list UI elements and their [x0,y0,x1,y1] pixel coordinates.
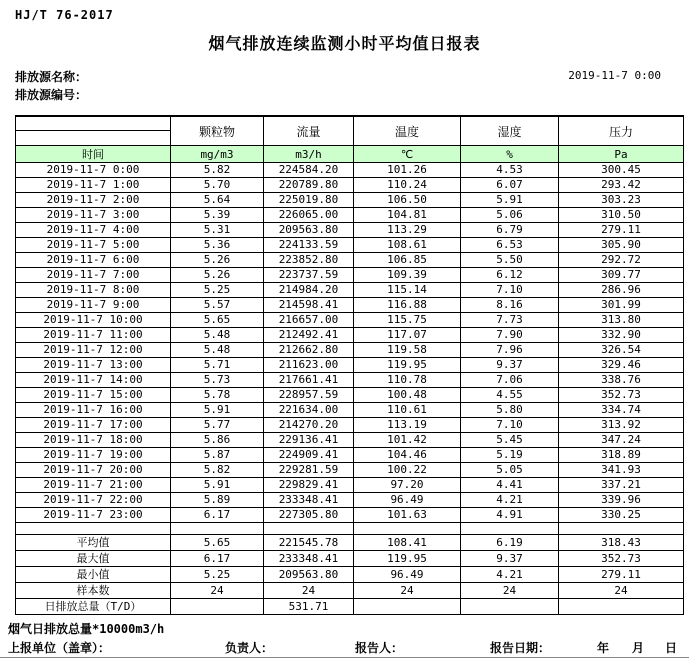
value-cell: 214984.20 [264,283,354,298]
value-cell: 4.53 [461,163,559,178]
value-cell: 212662.80 [264,343,354,358]
value-cell: 97.20 [354,478,461,493]
data-row [16,298,684,313]
row-label-cell: 2019-11-7 16:00 [16,403,171,418]
value-cell: 5.50 [461,253,559,268]
row-label-cell: 2019-11-7 12:00 [16,343,171,358]
data-row [16,433,684,448]
value-cell: 8.16 [461,298,559,313]
row-label-cell: 2019-11-7 8:00 [16,283,171,298]
value-cell: 5.91 [171,478,264,493]
data-row [16,463,684,478]
value-cell: 6.79 [461,223,559,238]
value-cell: 309.77 [559,268,684,283]
value-cell: 5.25 [171,567,264,583]
source-name-label: 排放源名称： [15,70,88,84]
unit-header-row [16,146,684,163]
value-cell: 7.90 [461,328,559,343]
report-unit-label: 上报单位（盖章）： [8,641,111,655]
value-cell: 5.86 [171,433,264,448]
value-cell: 209563.80 [264,567,354,583]
unit-humidity: % [461,146,559,163]
table-header [16,116,684,163]
data-row [16,208,684,223]
value-cell: 220789.80 [264,178,354,193]
unit-flow: m3/h [264,146,354,163]
row-label-cell: 2019-11-7 0:00 [16,163,171,178]
row-label-cell: 2019-11-7 11:00 [16,328,171,343]
row-label-cell: 2019-11-7 23:00 [16,508,171,523]
value-cell: 5.87 [171,448,264,463]
value-cell: 229136.41 [264,433,354,448]
spacer-cell [559,523,684,535]
data-row [16,478,684,493]
value-cell: 5.48 [171,343,264,358]
value-cell: 5.82 [171,163,264,178]
value-cell: 5.48 [171,328,264,343]
value-cell: 214270.20 [264,418,354,433]
row-label-cell: 2019-11-7 13:00 [16,358,171,373]
value-cell: 110.24 [354,178,461,193]
value-cell: 4.55 [461,388,559,403]
data-row [16,238,684,253]
responsible-label: 负责人： [225,641,274,655]
value-cell: 6.19 [461,535,559,551]
split-cell-upper [16,117,170,131]
report-date-label: 报告日期： [490,641,551,655]
data-row [16,403,684,418]
value-cell: 224909.41 [264,448,354,463]
value-cell: 4.21 [461,567,559,583]
value-cell: 313.80 [559,313,684,328]
data-rows [16,163,684,523]
data-row [16,358,684,373]
value-cell: 24 [354,583,461,599]
value-cell: 100.48 [354,388,461,403]
value-cell: 115.14 [354,283,461,298]
standard-code: HJ/T 76-2017 [15,8,114,22]
spacer-cell [264,523,354,535]
value-cell: 293.42 [559,178,684,193]
value-cell: 5.45 [461,433,559,448]
year-label: 年 [597,641,610,655]
value-cell: 352.73 [559,551,684,567]
value-cell: 229829.41 [264,478,354,493]
value-cell: 214598.41 [264,298,354,313]
value-cell: 5.05 [461,463,559,478]
value-cell: 4.41 [461,478,559,493]
row-label-cell: 2019-11-7 21:00 [16,478,171,493]
col-header-pressure: 压力 [559,116,684,146]
value-cell: 113.29 [354,223,461,238]
value-cell: 341.93 [559,463,684,478]
value-cell: 6.53 [461,238,559,253]
data-row [16,268,684,283]
value-cell: 5.91 [461,193,559,208]
value-cell: 209563.80 [264,223,354,238]
value-cell: 5.80 [461,403,559,418]
bottom-divider [0,657,689,658]
col-header-particulate: 颗粒物 [171,116,264,146]
value-cell: 5.36 [171,238,264,253]
value-cell: 326.54 [559,343,684,358]
row-label-cell: 2019-11-7 5:00 [16,238,171,253]
data-row [16,253,684,268]
value-cell: 24 [264,583,354,599]
value-cell: 310.50 [559,208,684,223]
value-cell: 7.06 [461,373,559,388]
value-cell: 101.26 [354,163,461,178]
value-cell: 233348.41 [264,493,354,508]
value-cell: 5.82 [171,463,264,478]
data-row [16,223,684,238]
value-cell: 318.43 [559,535,684,551]
spacer-row [16,523,684,535]
value-cell: 5.39 [171,208,264,223]
row-label-cell: 2019-11-7 1:00 [16,178,171,193]
value-cell: 101.63 [354,508,461,523]
value-cell: 7.96 [461,343,559,358]
reporter-label: 报告人： [355,641,404,655]
row-label-cell: 2019-11-7 20:00 [16,463,171,478]
value-cell: 531.71 [264,599,354,615]
row-label-cell: 2019-11-7 4:00 [16,223,171,238]
value-cell: 5.89 [171,493,264,508]
value-cell: 119.95 [354,358,461,373]
value-cell: 106.85 [354,253,461,268]
value-cell: 5.25 [171,283,264,298]
value-cell: 303.23 [559,193,684,208]
page-title: 烟气排放连续监测小时平均值日报表 [208,34,481,53]
unit-particulate: mg/m3 [171,146,264,163]
value-cell: 5.73 [171,373,264,388]
summary-row [16,567,684,583]
month-label: 月 [632,641,645,655]
value-cell: 217661.41 [264,373,354,388]
value-cell: 7.10 [461,283,559,298]
row-label-cell: 样本数 [16,583,171,599]
value-cell: 5.91 [171,403,264,418]
value-cell: 313.92 [559,418,684,433]
data-row [16,508,684,523]
value-cell: 279.11 [559,223,684,238]
col-header-flow: 流量 [264,116,354,146]
value-cell: 212492.41 [264,328,354,343]
row-label-cell: 平均值 [16,535,171,551]
value-cell: 338.76 [559,373,684,388]
value-cell: 4.21 [461,493,559,508]
value-cell: 5.19 [461,448,559,463]
value-cell: 347.24 [559,433,684,448]
value-cell [559,599,684,615]
spacer-cell [16,523,171,535]
value-cell: 5.65 [171,535,264,551]
source-code-label: 排放源编号： [15,88,88,102]
value-cell: 292.72 [559,253,684,268]
row-label-cell: 2019-11-7 7:00 [16,268,171,283]
value-cell: 7.73 [461,313,559,328]
value-cell: 233348.41 [264,551,354,567]
value-cell: 5.71 [171,358,264,373]
value-cell: 5.64 [171,193,264,208]
data-row [16,193,684,208]
row-label-cell: 2019-11-7 9:00 [16,298,171,313]
row-label-cell: 2019-11-7 19:00 [16,448,171,463]
summary-row [16,535,684,551]
value-cell: 221634.00 [264,403,354,418]
value-cell: 5.65 [171,313,264,328]
value-cell: 5.31 [171,223,264,238]
value-cell: 96.49 [354,567,461,583]
value-cell: 228957.59 [264,388,354,403]
col-header-temperature: 温度 [354,116,461,146]
row-label-cell: 2019-11-7 14:00 [16,373,171,388]
data-row [16,283,684,298]
report-table [15,115,684,615]
data-row [16,343,684,358]
data-row [16,328,684,343]
row-label-cell: 2019-11-7 18:00 [16,433,171,448]
value-cell: 108.41 [354,535,461,551]
row-label-cell: 2019-11-7 3:00 [16,208,171,223]
value-cell: 113.19 [354,418,461,433]
spacer-cell [461,523,559,535]
value-cell: 337.21 [559,478,684,493]
value-cell: 6.07 [461,178,559,193]
value-cell: 223852.80 [264,253,354,268]
row-label-cell: 2019-11-7 17:00 [16,418,171,433]
value-cell: 7.10 [461,418,559,433]
value-cell: 117.07 [354,328,461,343]
row-label-cell: 2019-11-7 2:00 [16,193,171,208]
value-cell: 300.45 [559,163,684,178]
param-header-row [16,116,684,146]
value-cell: 6.12 [461,268,559,283]
value-cell: 108.61 [354,238,461,253]
value-cell: 5.70 [171,178,264,193]
data-row [16,313,684,328]
value-cell: 5.78 [171,388,264,403]
value-cell: 6.17 [171,551,264,567]
col-header-humidity: 湿度 [461,116,559,146]
spacer-row-body [16,523,684,535]
row-label-cell: 2019-11-7 15:00 [16,388,171,403]
value-cell: 305.90 [559,238,684,253]
value-cell [461,599,559,615]
value-cell: 211623.00 [264,358,354,373]
time-header-split-cell [16,116,171,146]
value-cell: 109.39 [354,268,461,283]
value-cell: 225019.80 [264,193,354,208]
value-cell: 332.90 [559,328,684,343]
value-cell: 9.37 [461,358,559,373]
value-cell: 119.58 [354,343,461,358]
summary-row [16,551,684,567]
value-cell: 216657.00 [264,313,354,328]
value-cell: 5.77 [171,418,264,433]
value-cell: 24 [171,583,264,599]
footer-note: 烟气日排放总量*10000m3/h [8,622,165,636]
value-cell: 5.57 [171,298,264,313]
value-cell: 104.81 [354,208,461,223]
value-cell: 5.06 [461,208,559,223]
day-label: 日 [665,641,678,655]
data-row [16,388,684,403]
row-label-cell: 最大值 [16,551,171,567]
value-cell [171,599,264,615]
row-label-cell: 最小值 [16,567,171,583]
value-cell: 5.26 [171,253,264,268]
value-cell: 100.22 [354,463,461,478]
value-cell: 330.25 [559,508,684,523]
value-cell: 279.11 [559,567,684,583]
split-cell-lower [16,131,170,145]
unit-temperature: ℃ [354,146,461,163]
row-label-cell: 日排放总量（T/D） [16,599,171,615]
signature-row [0,639,689,655]
value-cell: 116.88 [354,298,461,313]
value-cell: 4.91 [461,508,559,523]
value-cell: 221545.78 [264,535,354,551]
time-label-cell: 时间 [16,146,171,163]
spacer-cell [171,523,264,535]
value-cell: 224133.59 [264,238,354,253]
value-cell: 301.99 [559,298,684,313]
value-cell: 9.37 [461,551,559,567]
value-cell: 24 [559,583,684,599]
value-cell: 96.49 [354,493,461,508]
value-cell: 104.46 [354,448,461,463]
data-row [16,163,684,178]
summary-rows [16,535,684,615]
value-cell: 334.74 [559,403,684,418]
report-datetime: 2019-11-7 0:00 [568,69,661,82]
value-cell: 223737.59 [264,268,354,283]
data-row [16,178,684,193]
value-cell: 110.61 [354,403,461,418]
value-cell: 339.96 [559,493,684,508]
summary-row [16,599,684,615]
value-cell: 227305.80 [264,508,354,523]
row-label-cell: 2019-11-7 6:00 [16,253,171,268]
value-cell: 5.26 [171,268,264,283]
data-row [16,448,684,463]
data-row [16,373,684,388]
summary-row [16,583,684,599]
row-label-cell: 2019-11-7 10:00 [16,313,171,328]
value-cell: 229281.59 [264,463,354,478]
value-cell: 106.50 [354,193,461,208]
value-cell: 101.42 [354,433,461,448]
value-cell: 224584.20 [264,163,354,178]
value-cell [354,599,461,615]
data-row [16,418,684,433]
value-cell: 24 [461,583,559,599]
data-row [16,493,684,508]
value-cell: 352.73 [559,388,684,403]
spacer-cell [354,523,461,535]
value-cell: 329.46 [559,358,684,373]
value-cell: 110.78 [354,373,461,388]
value-cell: 286.96 [559,283,684,298]
value-cell: 6.17 [171,508,264,523]
value-cell: 115.75 [354,313,461,328]
value-cell: 226065.00 [264,208,354,223]
unit-pressure: Pa [559,146,684,163]
row-label-cell: 2019-11-7 22:00 [16,493,171,508]
value-cell: 119.95 [354,551,461,567]
value-cell: 318.89 [559,448,684,463]
